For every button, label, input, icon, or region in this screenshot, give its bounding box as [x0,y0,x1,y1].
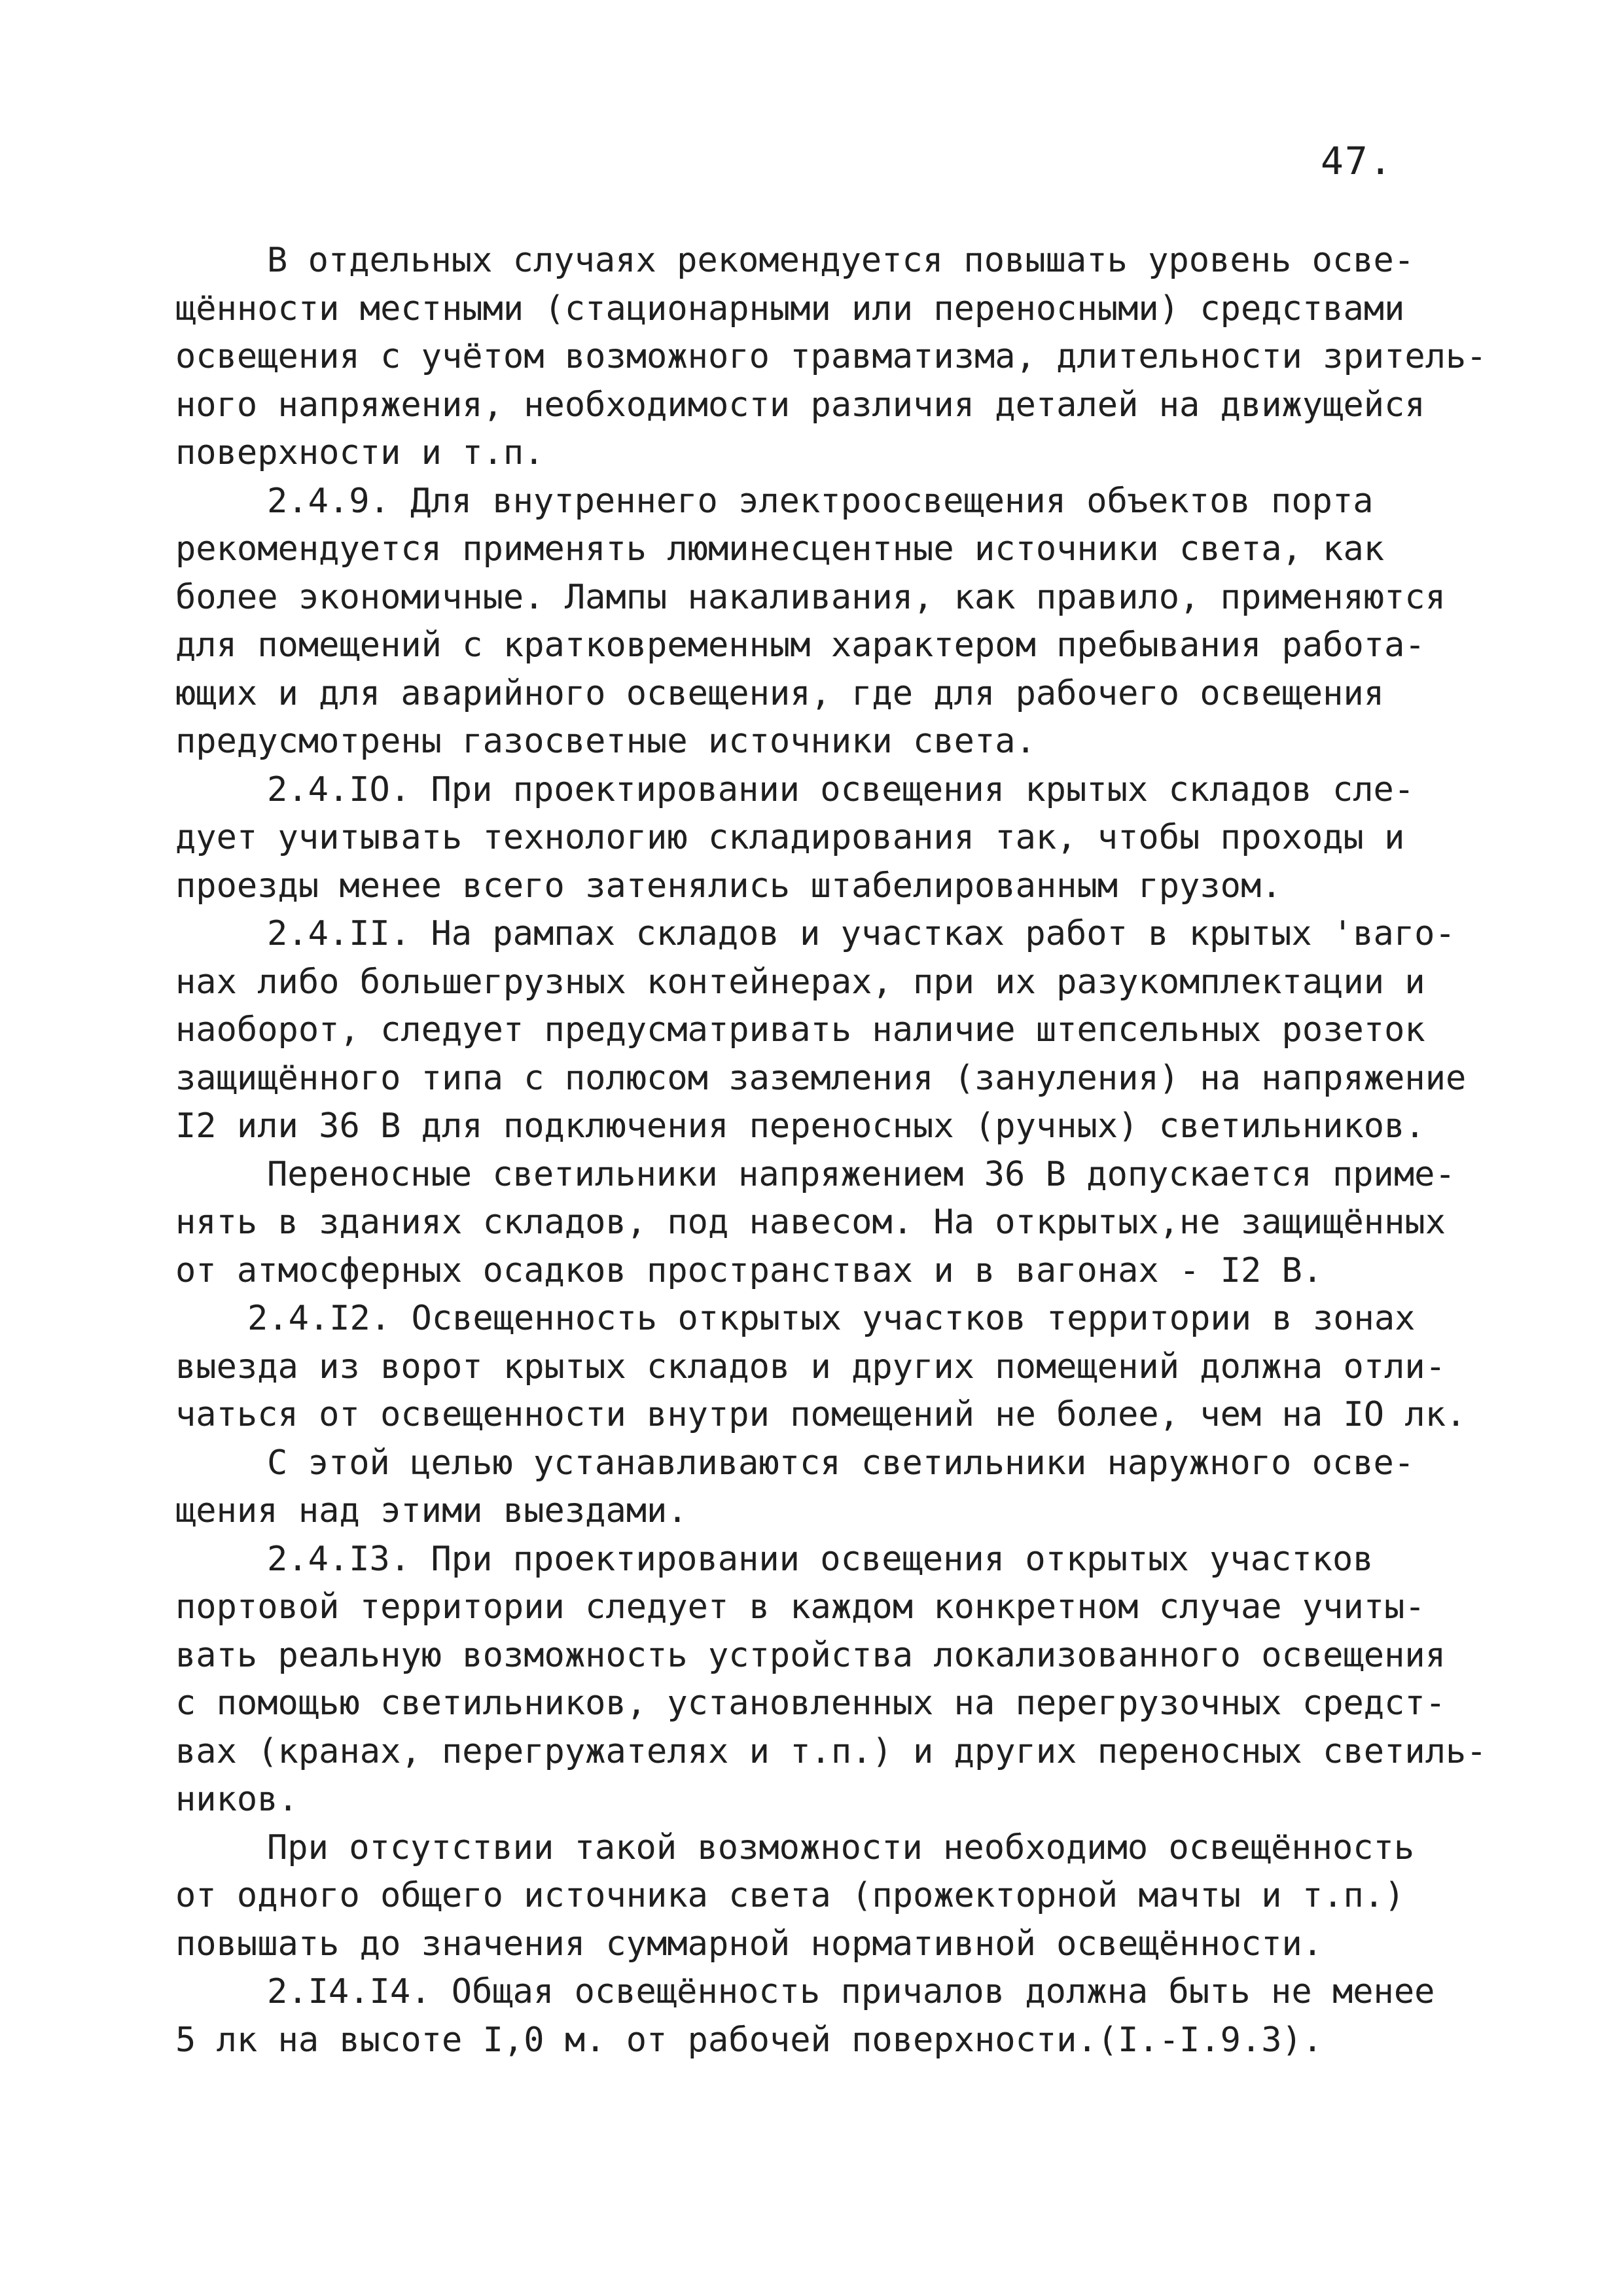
text-line: 2.4.I3. При проектировании освещения открытых участков [267,1539,1374,1579]
text-line: наоборот, следует предусматривать наличие штепсельных розеток [175,1010,1425,1050]
text-line: I2 или 36 В для подключения переносных (ручных) светильников. [175,1106,1425,1146]
text-line: Переносные светильники напряжением 36 В допускается приме- [267,1154,1455,1194]
text-line: вах (кранах, перегружателях и т.п.) и других переносных светиль- [175,1731,1487,1771]
text-line: защищённого типа с полюсом заземления (зануления) на напряжение [175,1058,1467,1098]
text-line: вать реальную возможность устройства локализованного освещения [175,1635,1446,1675]
text-line: поверхности и т.п. [175,433,544,472]
text-line: щённости местными (стационарными или переносными) средствами [175,289,1405,328]
text-line: выезда из ворот крытых складов и других помещений должна отли- [175,1347,1446,1386]
text-line: 2.4.IO. При проектировании освещения крытых складов сле- [267,769,1415,809]
text-line: с помощью светильников, установленных на перегрузочных средст- [175,1684,1446,1723]
text-line: для помещений с кратковременным характером пребывания работа- [175,626,1425,665]
text-line: 2.4.II. На рампах складов и участках работ в крытых 'ваго- [267,914,1455,953]
text-line: освещения с учётом возможного травматизма, длительности зритель- [175,337,1487,376]
text-line: от атмосферных осадков пространствах и в вагонах - I2 В. [175,1250,1323,1290]
text-line: дует учитывать технологию складирования так, чтобы проходы и [175,818,1405,857]
text-line: 5 лк на высоте I,0 м. от рабочей поверхности.(I.-I.9.3). [175,2020,1323,2060]
text-line: портовой территории следует в каждом конкретном случае учиты- [175,1587,1425,1627]
text-line: щения над этими выездами. [175,1491,688,1530]
text-line: более экономичные. Лампы накаливания, как правило, применяются [175,577,1446,617]
text-line: проезды менее всего затенялись штабелированным грузом. [175,866,1282,906]
text-line: рекомендуется применять люминесцентные источники света, как [175,529,1385,569]
text-line: 2.4.I2. Освещенность открытых участков территории в зонах [247,1299,1416,1338]
text-line: от одного общего источника света (прожекторной мачты и т.п.) [175,1876,1405,1915]
text-line: С этой целью устанавливаются светильники наружного осве- [267,1443,1415,1483]
text-line: 2.4.9. Для внутреннего электроосвещения объектов порта [267,481,1374,521]
text-line: нять в зданиях складов, под навесом. На открытых,не защищённых [175,1203,1446,1242]
text-line: ющих и для аварийного освещения, где для рабочего освещения [175,673,1385,713]
text-line: При отсутствии такой возможности необходимо освещённость [267,1828,1415,1867]
page-number: 47. [1321,139,1393,183]
text-line: ного напряжения, необходимости различия деталей на движущейся [175,385,1425,425]
text-line: ников. [175,1780,298,1819]
text-line: В отдельных случаях рекомендуется повышать уровень осве- [267,241,1415,280]
text-line: 2.I4.I4. Общая освещённость причалов должна быть не менее [267,1972,1435,2011]
document-body [175,237,1491,2064]
text-line: нах либо большегрузных контейнерах, при их разукомплектации и [175,962,1425,1002]
text-line: предусмотрены газосветные источники света. [175,722,1036,761]
text-line: повышать до значения суммарной нормативной освещённости. [175,1924,1323,1964]
text-line: чаться от освещенности внутри помещений не более, чем на IO лк. [175,1395,1467,1434]
